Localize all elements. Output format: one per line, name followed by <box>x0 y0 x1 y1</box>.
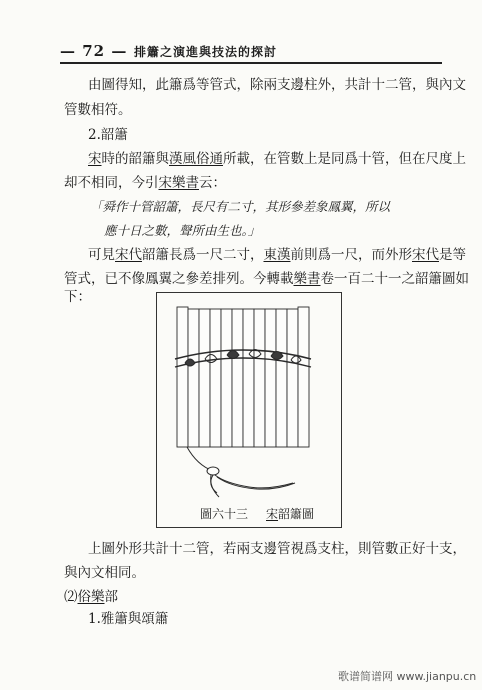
header-rule <box>60 62 442 64</box>
section-b-suffix: 部 <box>104 589 118 605</box>
running-title: 排簫之演進與技法的探討 <box>134 45 278 59</box>
section-b-number: ⑵ <box>64 589 78 605</box>
term-song-yueshu: 宋樂書 <box>158 175 199 191</box>
text-run: 卷一百二十一之韶簫圖如 <box>320 271 469 287</box>
figure-caption <box>200 505 314 522</box>
pipe-9 <box>265 309 276 447</box>
text-run: 却不相同，今引 <box>64 175 159 191</box>
paragraph-3-line-3: 下： <box>64 289 91 305</box>
figure-title-song: 宋 <box>266 507 279 521</box>
term-song: 宋 <box>88 151 102 167</box>
figure-title <box>266 507 314 521</box>
page-header <box>60 40 442 62</box>
section-heading-b1: 1.雅簫與頌簫 <box>88 611 169 627</box>
text-run: 云： <box>199 175 226 191</box>
paragraph-4-line-2: 與內文相同。 <box>64 565 145 581</box>
text-run: 時的韶簫與 <box>101 151 169 167</box>
paragraph-3-line-1 <box>88 246 466 264</box>
term-yueshu: 樂書 <box>293 271 321 287</box>
page-number: — 72 — <box>60 42 128 60</box>
figure-label: 圖六十三 <box>200 507 249 521</box>
pipe-2 <box>188 309 199 447</box>
quote-line-2: 應十日之數，聲所由生也。」 <box>104 223 261 238</box>
pipe-8 <box>254 309 265 447</box>
text-run: 韶簫長爲一尺二寸， <box>142 247 264 263</box>
pipe-10 <box>276 309 287 447</box>
watermark: 歌谱简谱网 www.jianpu.cn <box>338 670 477 683</box>
pipe-6 <box>232 309 243 447</box>
tassel-cord <box>187 447 295 497</box>
paragraph-1-line-1: 由圖得知，此簫爲等管式，除兩支邊柱外，共計十二管，與內文 <box>88 77 466 93</box>
panpipe-illustration <box>157 293 341 527</box>
pipe-5 <box>221 309 232 447</box>
text-run: 是等 <box>439 247 466 263</box>
quote-line-1: 「舜作十管韶簫，長尺有二寸，其形參差象鳳翼，所以 <box>90 199 391 214</box>
text-run: 管式，已不像鳳翼之參差排列。今轉載 <box>64 271 294 287</box>
term-han-fengsutong: 漢風俗通 <box>169 151 223 167</box>
term-song-dynasty-2: 宋代 <box>412 247 439 263</box>
paragraph-4-line-1: 上圖外形共計十二管，若兩支邊管視爲支柱，則管數正好十支， <box>88 541 466 557</box>
pipe-1 <box>177 307 188 447</box>
pipe-4 <box>210 309 221 447</box>
paragraph-2-line-2 <box>64 174 226 192</box>
term-song-dynasty: 宋代 <box>115 247 142 263</box>
paragraph-3-line-2 <box>64 270 469 288</box>
term-suyue: 俗樂 <box>77 589 105 605</box>
figure-shao-xiao <box>156 292 342 528</box>
paragraph-1-line-2: 管數相符。 <box>64 102 132 118</box>
figure-title-rest: 韶簫圖 <box>278 507 315 521</box>
text-run: 前則爲一尺，而外形 <box>290 247 412 263</box>
paragraph-2-line-1 <box>88 150 466 168</box>
text-run: 可見 <box>88 247 115 263</box>
section-heading-2: 2.韶簫 <box>88 127 128 143</box>
pipe-11 <box>287 309 298 447</box>
pipe-12 <box>298 307 309 447</box>
term-east-han: 東漢 <box>263 247 291 263</box>
section-heading-b <box>64 588 118 606</box>
pipe-3 <box>199 309 210 447</box>
pipe-7 <box>243 309 254 447</box>
text-run: 所載，在管數上是同爲十管，但在尺度上 <box>223 151 466 167</box>
